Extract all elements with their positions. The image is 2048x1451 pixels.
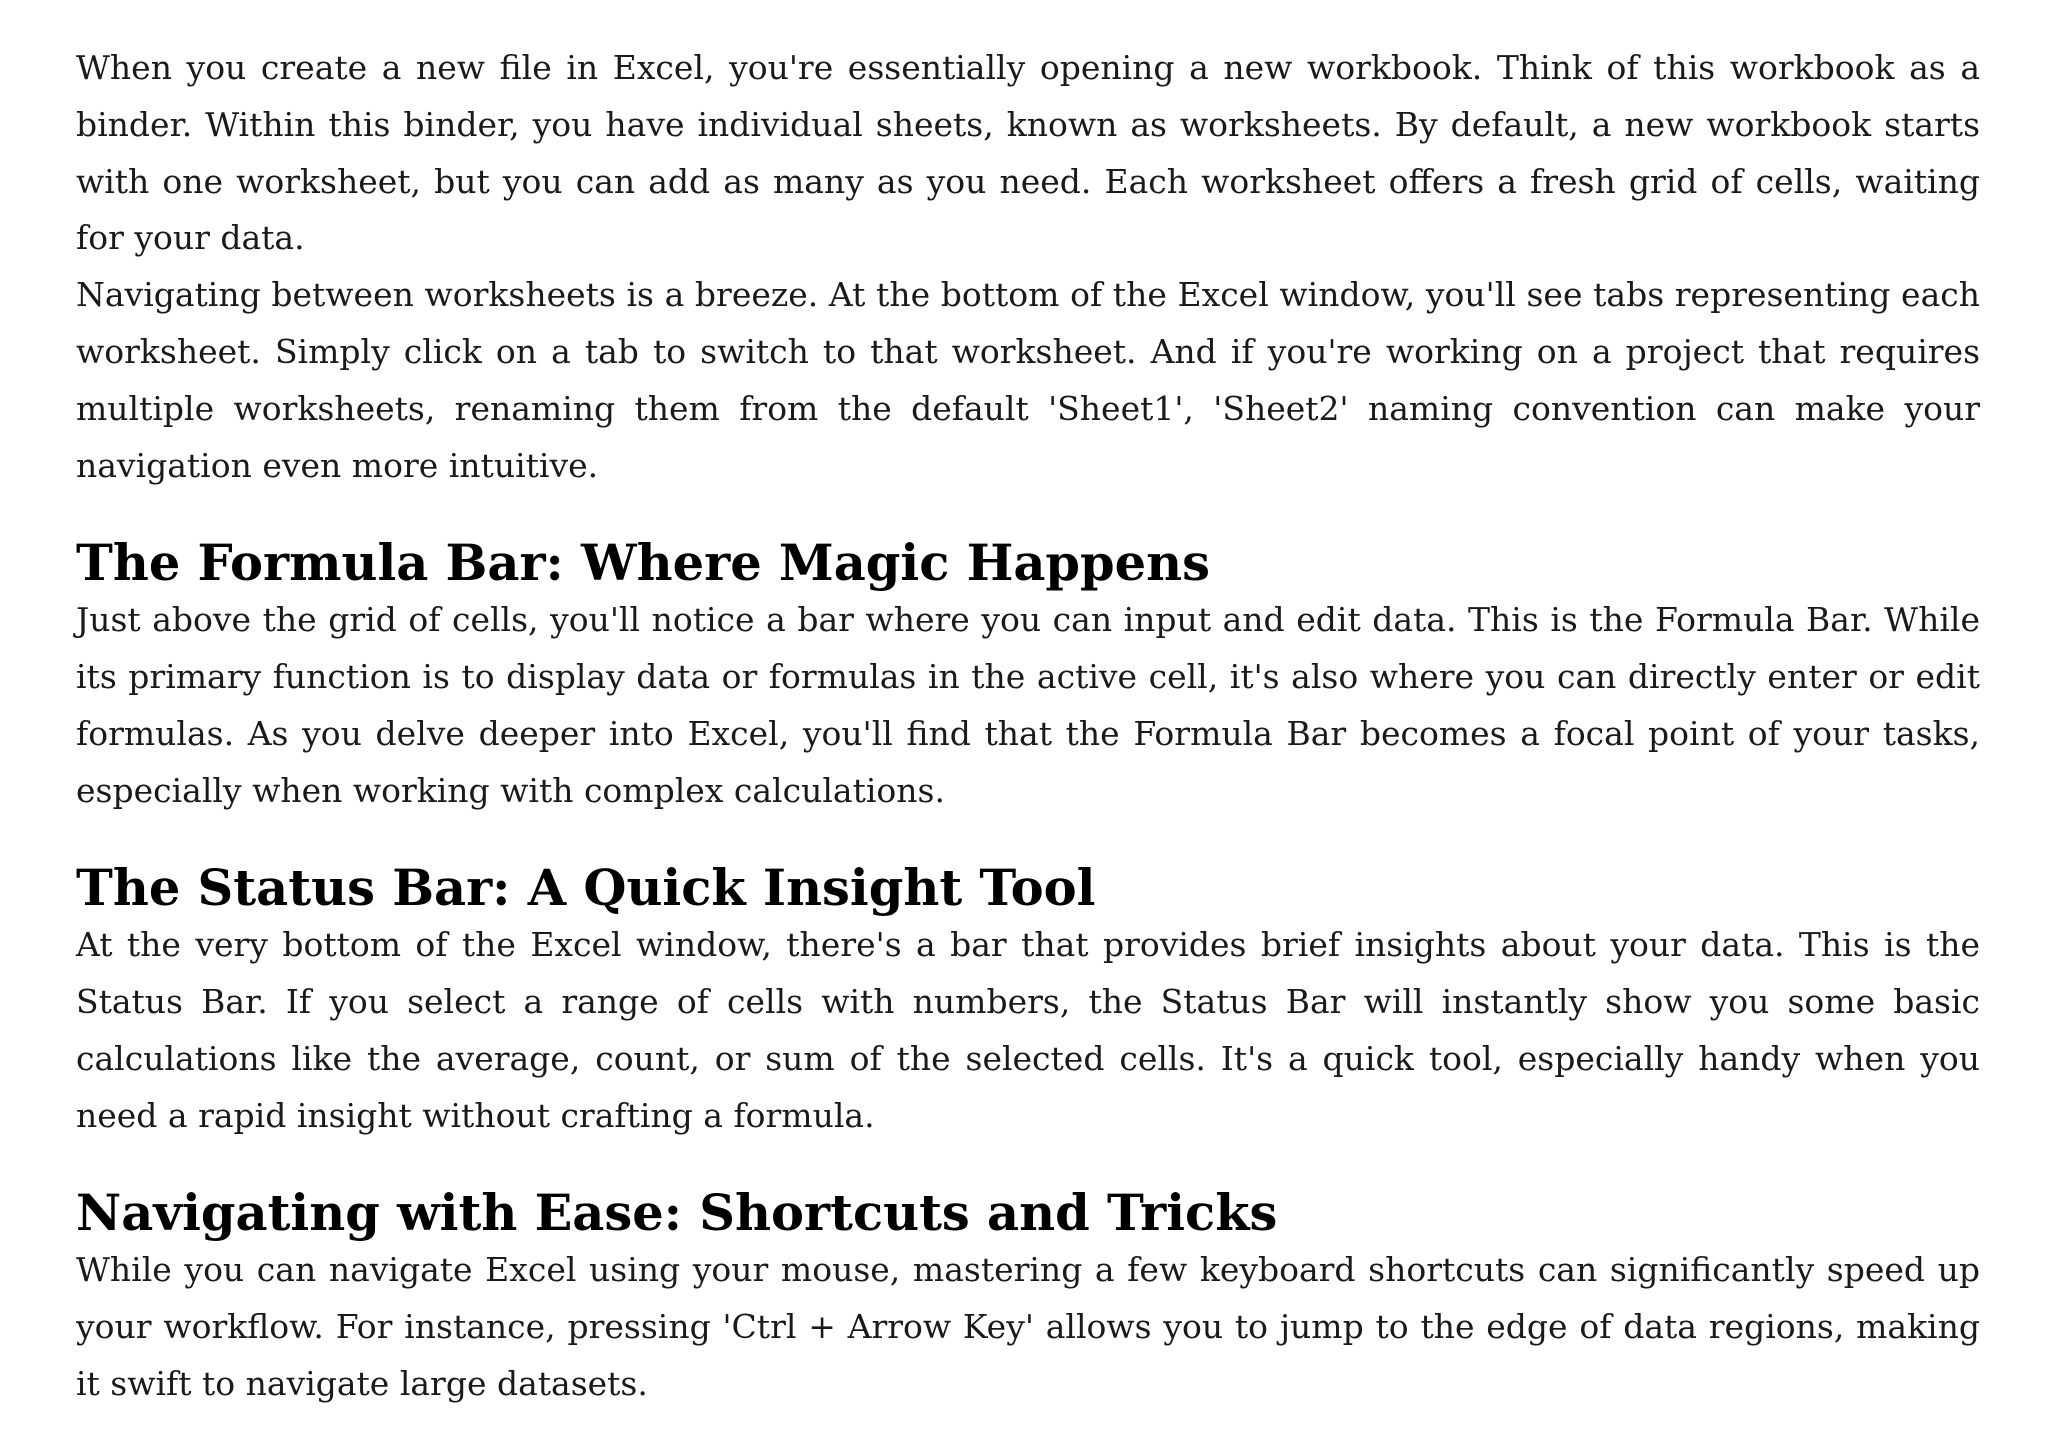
document-body [76,40,1980,1413]
section-status-bar [76,860,1980,1144]
section-paragraph: Just above the grid of cells, you'll notice a bar where you can input and edit data. This is the Formula Bar. While its primary function is to display data or formulas in the active cell, it's also where you can directly enter or edit formulas. As you delve deeper into Excel, you'll find that the Formula Bar becomes a focal point of your tasks, especially when working with complex calculations. [76,600,1980,810]
section-heading: The Formula Bar: Where Magic Happens [76,534,1211,593]
section-paragraph: At the very bottom of the Excel window, there's a bar that provides brief insights about your data. This is the Status Bar. If you select a range of cells with numbers, the Status Bar will instantly show you some basic calculations like the average, count, or sum of the selected cells. It's a quick tool, especially handy when you need a rapid insight without crafting a formula. [76,925,1980,1135]
intro-paragraph-worksheets: Navigating between worksheets is a breeze. At the bottom of the Excel window, you'll see tabs representing each worksheet. Simply click on a tab to switch to that worksheet. And if you're working on a project that requires multiple worksheets, renaming them from the default 'Sheet1', 'Sheet2' naming convention can make your navigation even more intuitive. [76,275,1980,485]
section-paragraph: While you can navigate Excel using your mouse, mastering a few keyboard shortcuts can significantly speed up your workflow. For instance, pressing 'Ctrl + Arrow Key' allows you to jump to the edge of data regions, making it swift to navigate large datasets. [76,1250,1980,1403]
section-heading: The Status Bar: A Quick Insight Tool [76,859,1096,918]
section-formula-bar [76,535,1980,819]
section-heading: Navigating with Ease: Shortcuts and Tricks [76,1184,1278,1243]
section-navigation-shortcuts [76,1185,1980,1412]
intro-paragraph-workbook: When you create a new file in Excel, you're essentially opening a new workbook. Think of this workbook as a binder. Within this binder, you have individual sheets, known as worksheets. By default, a new workbook starts with one worksheet, but you can add as many as you need. Each worksheet offers a fresh grid of cells, waiting for your data. [76,48,1980,258]
